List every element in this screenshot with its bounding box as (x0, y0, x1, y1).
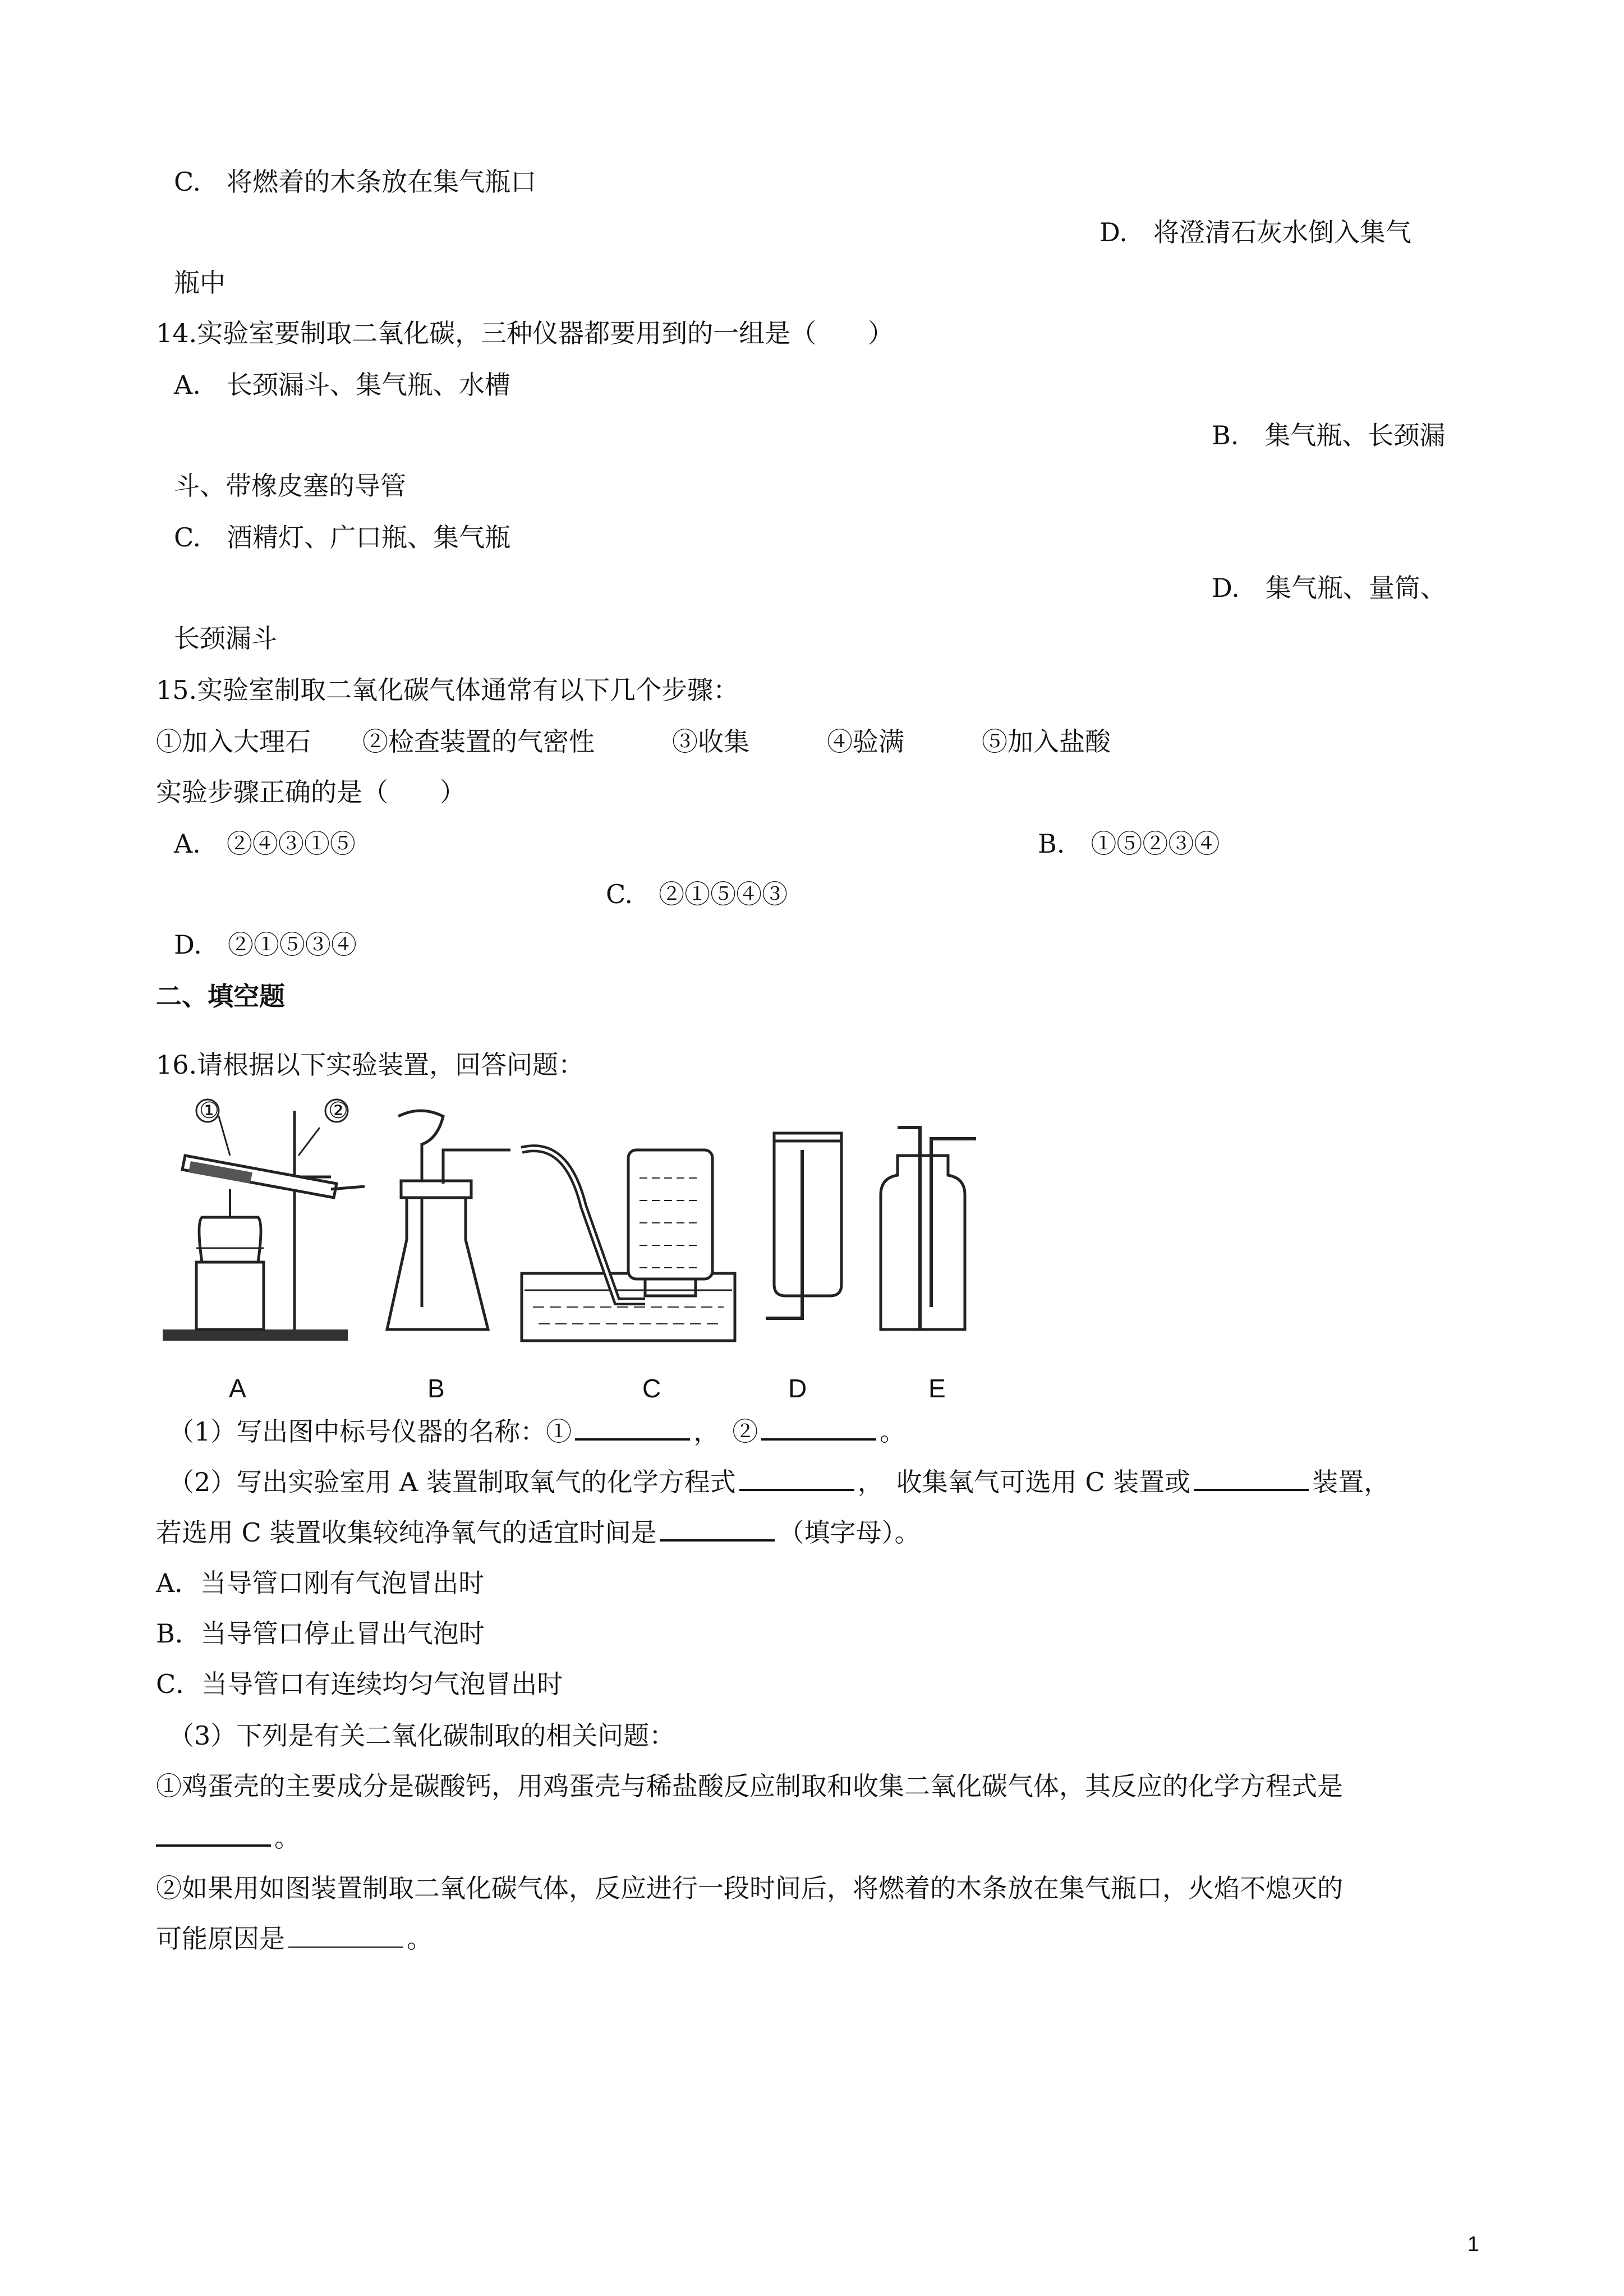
q15-stem: 15.实验室制取二氧化碳气体通常有以下几个步骤： (156, 675, 739, 705)
q14-option-c: C. 酒精灯、广口瓶、集气瓶 (174, 522, 511, 553)
answer-blank-4[interactable] (1194, 1464, 1309, 1491)
q16-part2-line2 (156, 1515, 920, 1549)
q15-option-c: C. ②①⑤④③ (606, 879, 788, 909)
apparatus-d (766, 1133, 841, 1318)
apparatus-e (881, 1128, 976, 1329)
marker-1: ① (199, 1098, 219, 1124)
answer-blank-3[interactable] (739, 1464, 854, 1491)
label-e: E (928, 1374, 946, 1403)
label-c: C (642, 1374, 661, 1403)
q15-option-d: D. ②①⑤③④ (174, 930, 357, 960)
q16-part3-2-answer (156, 1922, 433, 1955)
label-d: D (788, 1374, 807, 1403)
apparatus-figure (151, 1094, 982, 1402)
q14-stem: 14.实验室要制取二氧化碳，三种仪器都要用到的一组是（ ） (156, 318, 894, 348)
q16-part3-1-end: 。 (274, 1823, 300, 1853)
q16-part3-2-end: 。 (407, 1924, 433, 1954)
q15-ask: 实验步骤正确的是（ ） (156, 777, 466, 807)
q15-option-a: A. ②④③①⑤ (174, 829, 356, 859)
q16-part2-line2-prompt: 若选用 C 装置收集较纯净氧气的适宜时间是 (156, 1517, 657, 1548)
label-a: A (229, 1374, 246, 1403)
q16-part2-line2-end: （填字母）。 (778, 1517, 921, 1548)
label-b: B (427, 1374, 445, 1403)
answer-blank-2[interactable] (761, 1414, 876, 1441)
q16-part3-2: ②如果用如图装置制取二氧化碳气体，反应进行一段时间后，将燃着的木条放在集气瓶口，火焰不熄灭的 (156, 1873, 1343, 1903)
q16-part1-end: 。 (880, 1416, 906, 1447)
q14-option-a: A. 长颈漏斗、集气瓶、水槽 (174, 370, 510, 400)
q16-part1 (168, 1414, 905, 1448)
q14-option-b-wrap: 斗、带橡皮塞的导管 (174, 471, 406, 501)
q16-option-a: A．当导管口刚有气泡冒出时 (156, 1568, 485, 1598)
q16-option-b: B．当导管口停止冒出气泡时 (156, 1618, 485, 1649)
q14-option-d: D. 集气瓶、量筒、 (1212, 573, 1446, 603)
q16-option-c: C．当导管口有连续均匀气泡冒出时 (156, 1669, 563, 1699)
answer-blank-7[interactable] (288, 1922, 403, 1948)
q16-part2-prompt: （2）写出实验室用 A 装置制取氧气的化学方程式 (168, 1467, 736, 1497)
apparatus-c (522, 1148, 735, 1341)
q16-part3-1: ①鸡蛋壳的主要成分是碳酸钙，用鸡蛋壳与稀盐酸反应制取和收集二氧化碳气体，其反应的化学方程式是 (156, 1771, 1343, 1801)
q13-option-d-wrap: 瓶中 (174, 268, 226, 298)
q14-option-d-wrap: 长颈漏斗 (174, 623, 277, 654)
section-title: 二、填空题 (156, 981, 285, 1011)
q16-part2-mid: ， 收集氧气可选用 C 装置或 (857, 1467, 1191, 1497)
q16-part1-prompt: （1）写出图中标号仪器的名称：① (168, 1416, 572, 1447)
apparatus-b (387, 1111, 510, 1329)
marker-2: ② (328, 1098, 348, 1124)
answer-blank-1[interactable] (575, 1414, 690, 1441)
q15-option-b: B. ①⑤②③④ (1038, 829, 1220, 859)
q16-part3-1-answer (156, 1820, 300, 1855)
q16-part3-2-prompt: 可能原因是 (156, 1924, 285, 1954)
apparatus-a (163, 1099, 365, 1341)
answer-blank-6[interactable] (156, 1820, 271, 1847)
answer-blank-5[interactable] (660, 1515, 775, 1542)
q14-option-b: B. 集气瓶、长颈漏 (1212, 420, 1446, 450)
q16-stem: 16.请根据以下实验装置，回答问题： (156, 1050, 585, 1080)
q13-option-c: C. 将燃着的木条放在集气瓶口 (174, 167, 537, 197)
page-number: 1 (1467, 2233, 1479, 2256)
q16-part1-mid: ， ② (693, 1416, 758, 1447)
q16-part2 (168, 1464, 1390, 1499)
q15-steps: ①加入大理石 ②检查装置的气密性 ③收集 ④验满 ⑤加入盐酸 (156, 726, 1111, 757)
q13-option-d: D. 将澄清石灰水倒入集气 (1099, 217, 1411, 247)
q16-part3: （3）下列是有关二氧化碳制取的相关问题： (168, 1720, 675, 1751)
q16-part2-end: 装置， (1312, 1467, 1390, 1497)
